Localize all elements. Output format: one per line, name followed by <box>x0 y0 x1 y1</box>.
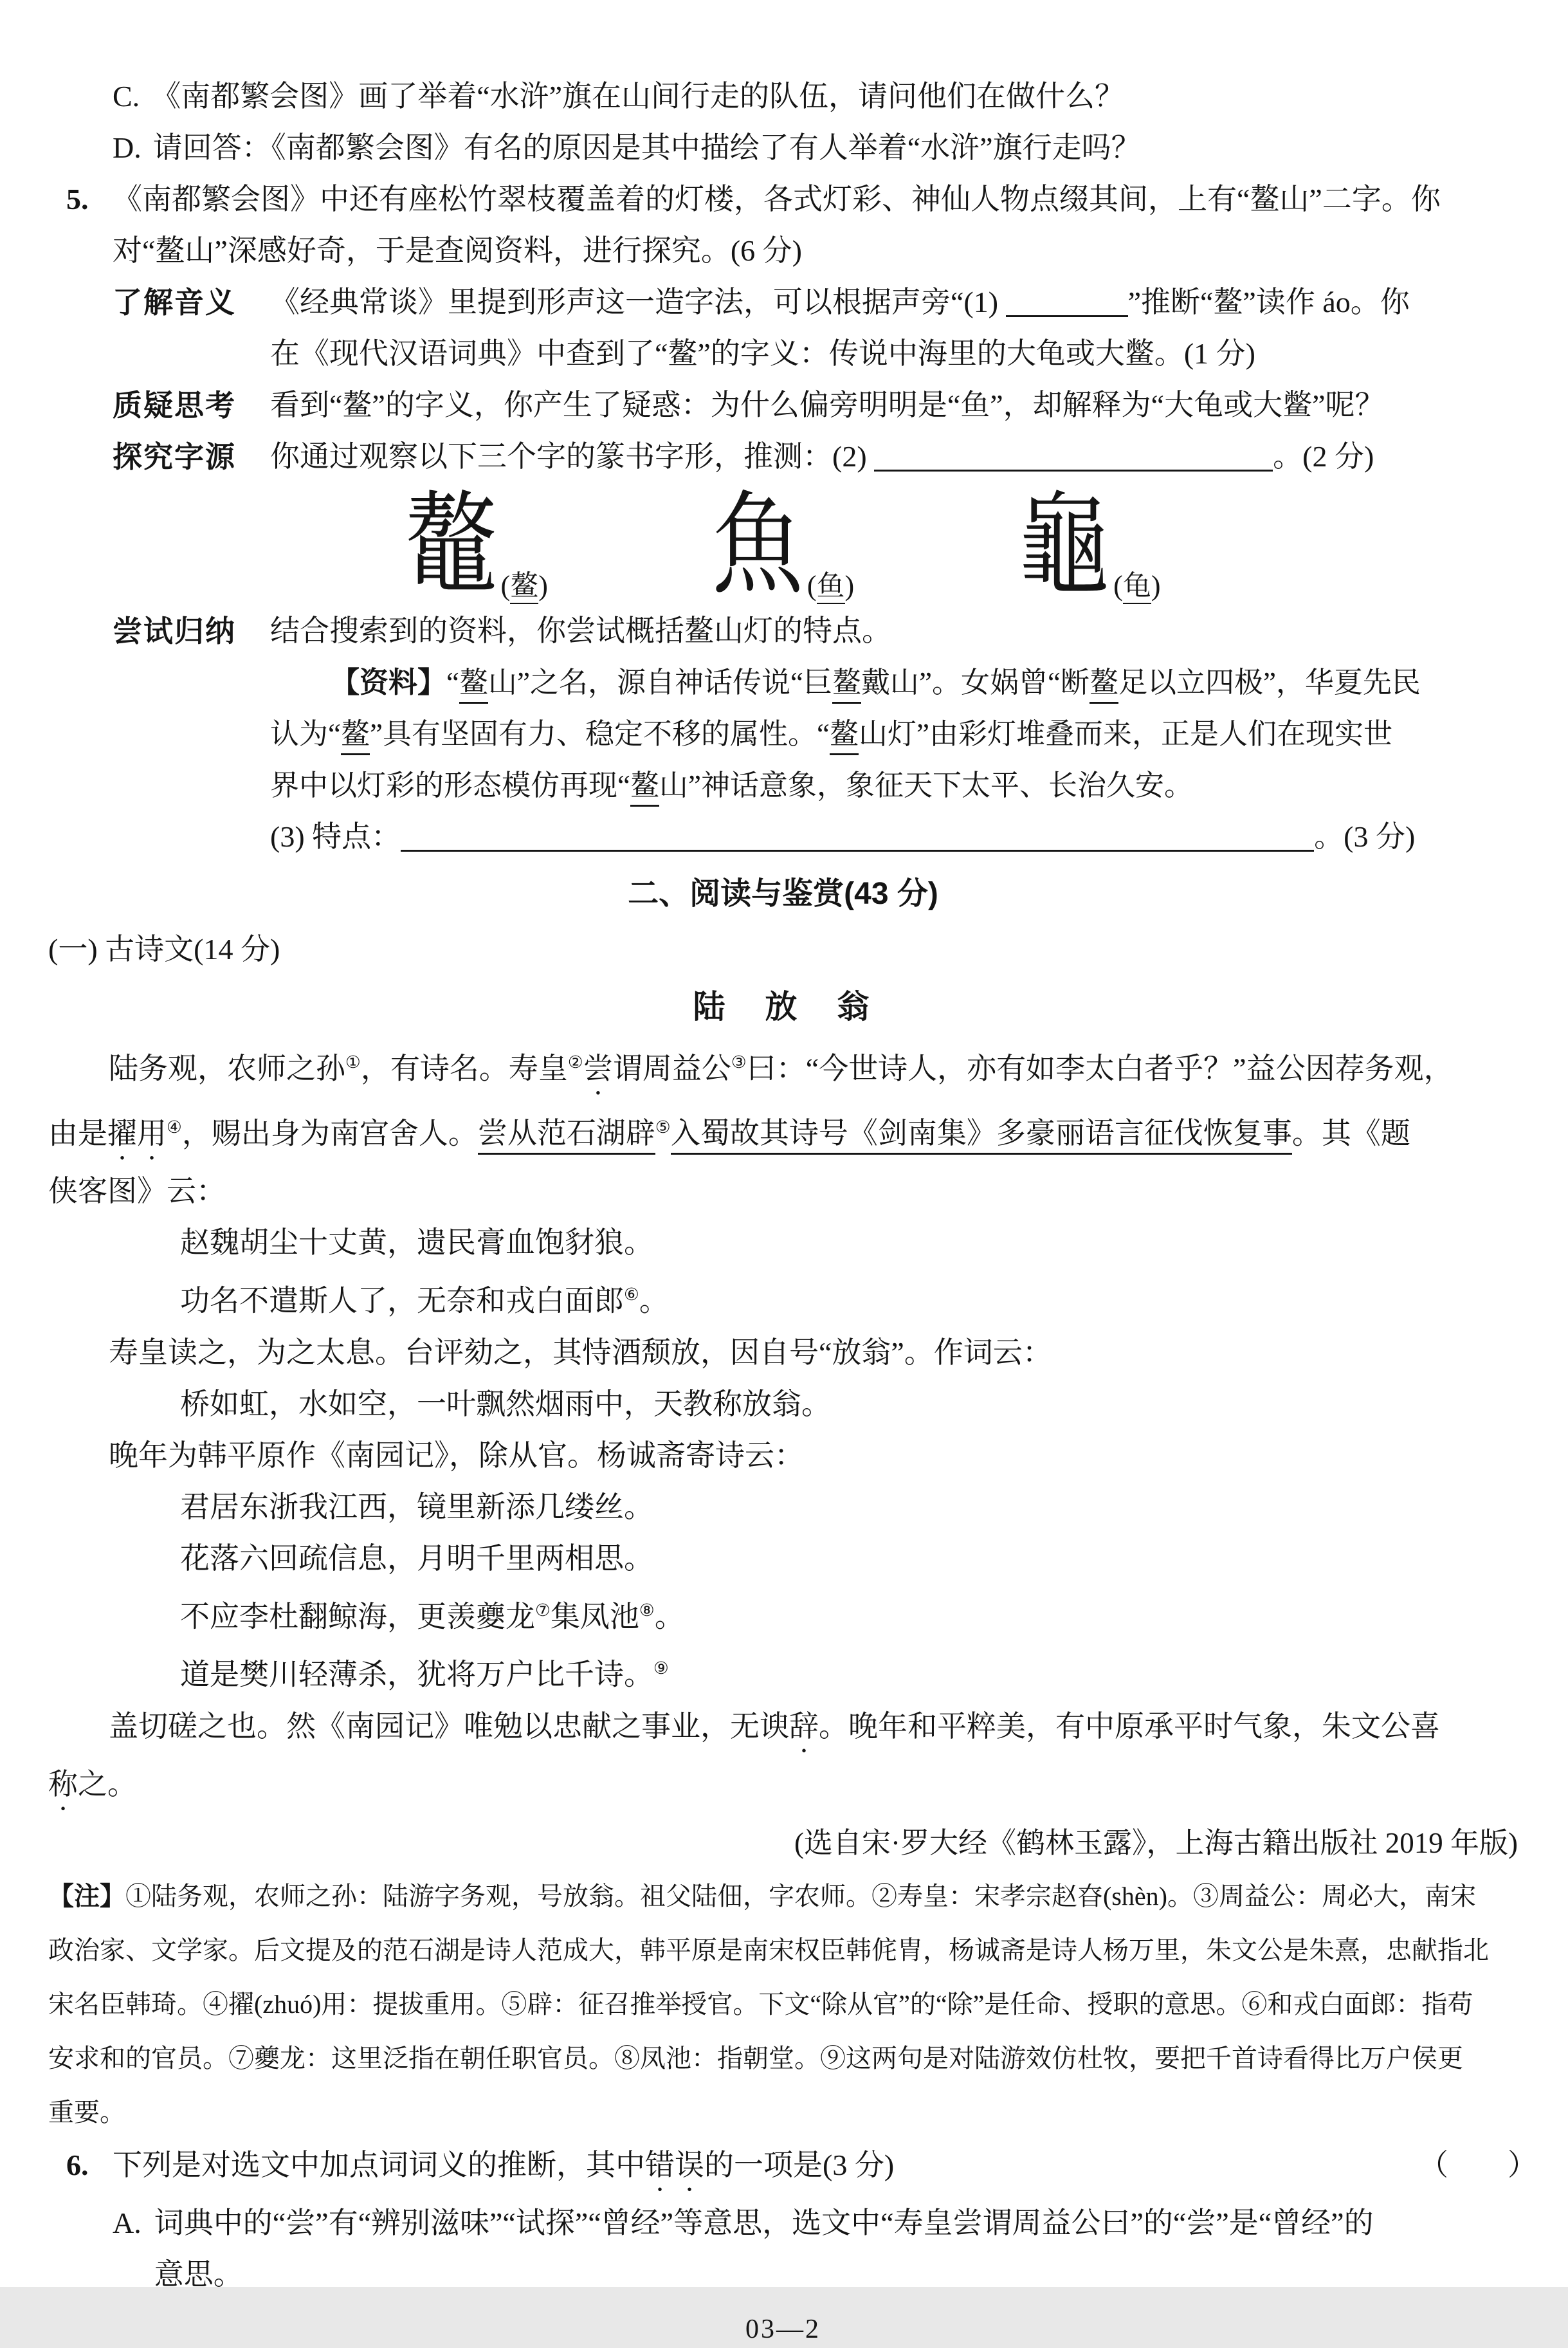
option-label: A. <box>113 2206 141 2239</box>
seal-item-gui <box>1018 484 1161 608</box>
text-line <box>48 1923 1518 1977</box>
answer-bracket: （ ） <box>1419 2148 1537 2181</box>
section-heading: 二、阅读与鉴赏(43 分) <box>628 877 938 911</box>
text-run: 足以立四极”，华夏先民 <box>1118 666 1421 699</box>
footnote-ref: ③ <box>731 1052 747 1072</box>
emphasized-word: 辞 <box>789 1709 819 1743</box>
text-run: 侠客图》云： <box>48 1175 226 1208</box>
option-a <box>113 2197 1518 2300</box>
text-line <box>180 1481 1518 1533</box>
task-row-zhiyi <box>113 380 1518 431</box>
text-run: 道是樊川轻薄杀，犹将万户比千诗。 <box>180 1658 653 1691</box>
answer-blank <box>401 845 1314 852</box>
option-text: 请回答：《南都繁会图》有名的原因是其中描绘了有人举着“水浒”旗行走吗？ <box>152 131 1141 164</box>
text-run: 在《现代汉语词典》中查到了“鳌”的字义：传说中海里的大龟或大鳖。(1 分) <box>270 337 1255 370</box>
text-line <box>180 1379 1518 1430</box>
task-content <box>270 277 1518 380</box>
text-run: 。(3 分) <box>1314 820 1416 853</box>
question-5-stem <box>113 174 1518 277</box>
underlined-text: 鳌 <box>832 666 861 704</box>
text-run: 寿皇读之，为之太息。台评劾之，其恃酒颓放，因自号“放翁”。作词云： <box>109 1335 1052 1369</box>
task-row-ziyuan <box>113 431 1518 482</box>
text-run: 。其《题 <box>1291 1117 1410 1150</box>
emphasized-word: 尝 <box>583 1052 613 1085</box>
text-run: 对“鳌山”深感好奇，于是查阅资料，进行探究。(6 分) <box>113 234 802 267</box>
question-6-text <box>113 2149 894 2181</box>
text-run: 谓周益公 <box>612 1052 731 1085</box>
subsection-heading: (一) 古诗文(14 分) <box>48 933 280 966</box>
footnote-ref: ② <box>567 1052 583 1072</box>
text-line <box>270 605 1518 657</box>
text-line <box>113 174 1518 225</box>
material-block <box>270 657 1518 811</box>
bold-text: 【资料】 <box>331 666 447 699</box>
underlined-text: 鳌 <box>510 570 538 604</box>
text-run: ) <box>538 569 548 601</box>
text-line <box>48 1036 1518 1101</box>
text-run: 《经典常谈》里提到形声这一造字法，可以根据声旁“(1) <box>270 286 1006 318</box>
text-line <box>48 2032 1518 2086</box>
text-line <box>180 1642 1518 1701</box>
task-row-guina <box>113 605 1518 657</box>
task-row-yinyi <box>113 277 1518 380</box>
underlined-text: 入蜀故其诗号《剑南集》多豪丽语言征伐恢复事 <box>671 1117 1292 1155</box>
task-label: 质疑思考 <box>113 389 236 422</box>
text-run: 宋名臣韩琦。④擢(zhuó)用：提拔重用。⑤辟：征召推举授官。下文“除从官”的“除”是任命、授职的意思。⑥和戎白面郎：指苟 <box>48 1989 1473 2019</box>
seal-caption-gui <box>1113 571 1160 601</box>
option-label: C. <box>113 80 140 113</box>
text-line <box>180 1217 1518 1269</box>
underlined-text: 龟 <box>1123 570 1151 604</box>
text-run: 花落六回疏信息，月明千里两相思。 <box>180 1541 653 1575</box>
text-line <box>48 1430 1518 1481</box>
text-run: 看到“鳌”的字义，你产生了疑惑：为什么偏旁明明是“鱼”，却解释为“大龟或大鳖”呢？ <box>270 389 1385 421</box>
footnotes <box>48 1869 1518 2140</box>
text-run: ( <box>807 569 817 601</box>
text-run: 集凤池 <box>550 1600 639 1633</box>
text-line <box>48 1166 1518 1217</box>
passage-body <box>48 1036 1518 1817</box>
option-label: D. <box>113 131 141 164</box>
text-run: 。(2 分) <box>1273 440 1374 473</box>
underlined-text: 鳌 <box>630 769 659 807</box>
underlined-text: 鳌 <box>341 718 370 755</box>
option-a-text <box>154 2197 1374 2300</box>
text-run: 晚年为韩平原作《南园记》，除从官。杨诚斋寄诗云： <box>109 1438 804 1472</box>
underlined-text: 鳌 <box>830 718 859 755</box>
text-line <box>270 380 1518 431</box>
answer-blank <box>874 465 1273 472</box>
text-run: 山灯”由彩灯堆叠而来，正是人们在现实世 <box>858 718 1392 750</box>
seal-glyph-gui: 龜 <box>1018 484 1110 608</box>
text-line <box>48 1759 1518 1817</box>
text-run: 赵魏胡尘十丈黄，遗民膏血饱豺狼。 <box>180 1226 653 1260</box>
task-content <box>270 380 1518 431</box>
text-run: 戴山”。女娲曾“断 <box>861 666 1089 699</box>
option-c <box>113 71 1518 122</box>
text-line <box>180 1533 1518 1584</box>
text-run: 你通过观察以下三个字的篆书字形，推测：(2) <box>270 440 875 473</box>
reading-section <box>48 867 1518 2140</box>
text-run: (3) 特点： <box>270 820 401 853</box>
text-run: ) <box>1151 569 1161 601</box>
text-run: “ <box>446 666 459 699</box>
text-line <box>113 225 1518 277</box>
passage-title: 陆 放 翁 <box>693 989 873 1025</box>
answer-blank <box>1006 311 1128 317</box>
text-line <box>270 277 1518 328</box>
top-options <box>48 71 1518 174</box>
text-run: 界中以灯彩的形态模仿再现“ <box>270 769 630 802</box>
task-content <box>270 605 1518 657</box>
text-line <box>270 431 1518 482</box>
underlined-text: 鱼 <box>817 570 845 604</box>
footnote-ref: ⑦ <box>535 1600 551 1620</box>
text-line <box>48 1869 1518 1923</box>
text-run: ( <box>500 569 511 601</box>
task-content <box>270 431 1518 482</box>
text-run: 认为“ <box>270 718 341 750</box>
question-number: 6. <box>66 2148 89 2181</box>
text-run: 之。 <box>78 1767 137 1801</box>
footnote-ref: ⑤ <box>655 1117 671 1137</box>
text-run: 曰：“今世诗人，亦有如李太白者乎？”益公因荐务观， <box>746 1052 1454 1085</box>
text-run: 盖切磋之也。然《南园记》唯勉以忠献之事业，无谀 <box>109 1709 789 1743</box>
text-run: 下列是对选文中加点词词义的推断，其中 <box>113 2148 645 2181</box>
seal-item-yu <box>711 484 855 608</box>
text-run: 不应李杜翻鲸海，更羡夔龙 <box>180 1600 535 1633</box>
seal-caption-ao <box>501 571 548 601</box>
text-run: 重要。 <box>48 2097 125 2127</box>
text-run: 。 <box>639 1284 669 1317</box>
text-run: ，有诗名。寿皇 <box>360 1052 568 1085</box>
text-run: 君居东浙我江西，镜里新添几缕丝。 <box>180 1490 653 1523</box>
task-label: 尝试归纳 <box>113 614 236 648</box>
text-run: 安求和的官员。⑦夔龙：这里泛指在朝任职官员。⑧凤池：指朝堂。⑨这两句是对陆游效仿杜牧，要把千首诗看得比万户侯更 <box>48 2043 1463 2073</box>
text-line <box>48 2086 1518 2140</box>
question-6-stem <box>113 2140 1537 2197</box>
question-number: 5. <box>66 183 89 216</box>
text-line <box>48 1977 1518 2032</box>
bold-text: 【注】 <box>48 1881 125 1911</box>
emphasized-word: 称 <box>48 1767 78 1801</box>
underlined-text: 鳌 <box>459 666 488 704</box>
text-run: 意思。 <box>154 2257 243 2291</box>
emphasized-word: 擢用 <box>107 1117 167 1150</box>
text-line <box>48 1101 1518 1166</box>
footnote-ref: ⑨ <box>653 1658 669 1678</box>
footnote-ref: ① <box>345 1052 361 1072</box>
text-line <box>180 1269 1518 1327</box>
text-run: 桥如虹，水如空，一叶飘然烟雨中，天教称放翁。 <box>180 1387 831 1420</box>
text-line <box>48 1327 1518 1379</box>
footnote-ref: ⑧ <box>639 1600 655 1620</box>
emphasized-word: 错误 <box>645 2148 704 2181</box>
option-text: 《南都繁会图》画了举着“水浒”旗在山间行走的队伍，请问他们在做什么？ <box>151 80 1125 113</box>
seal-item-ao <box>405 484 548 608</box>
text-run: ”具有坚固有力、稳定不移的属性。“ <box>370 718 830 750</box>
seal-caption-yu <box>807 571 854 601</box>
text-line <box>154 2197 1374 2249</box>
seal-glyph-yu: 魚 <box>711 484 803 608</box>
text-run: ①陆务观，农师之孙：陆游字务观，号放翁。祖父陆佃，字农师。②寿皇：宋孝宗赵昚(shèn)。③周益公：周必大，南宋 <box>125 1881 1476 1911</box>
underlined-text: 鳌 <box>1089 666 1118 704</box>
text-run: 功名不遣斯人了，无奈和戎白面郎 <box>180 1284 624 1317</box>
text-run: ) <box>844 569 855 601</box>
question-6 <box>48 2140 1537 2300</box>
seal-script-figure <box>48 484 1518 608</box>
text-run: 政治家、文学家。后文提及的范石湖是诗人范成大，韩平原是南宋权臣韩侂胄，杨诚斋是诗人杨万里，朱文公是朱熹，忠献指北 <box>48 1935 1489 1965</box>
passage-source: (选自宋·罗大经《鹤林玉露》，上海古籍出版社 2019 年版) <box>794 1826 1518 1859</box>
task-label: 了解音义 <box>113 286 236 319</box>
text-run: 结合搜索到的资料，你尝试概括鳌山灯的特点。 <box>270 614 891 647</box>
page-number: 03—2 <box>745 2314 821 2344</box>
text-run: ( <box>1113 569 1123 601</box>
text-run: 《南都繁会图》中还有座松竹翠枝覆盖着的灯楼，各式灯彩、神仙人物点缀其间，上有“鳌山”二字。你 <box>113 183 1441 216</box>
text-run: 。晚年和平粹美，有中原承平时气象，朱文公喜 <box>819 1709 1440 1743</box>
question-5 <box>48 174 1518 277</box>
text-run: 。 <box>654 1600 684 1633</box>
text-run: ”推断“鳌”读作 áo。你 <box>1127 286 1410 318</box>
text-line <box>270 657 1518 708</box>
text-line <box>48 1701 1518 1759</box>
underlined-text: 尝从范石湖辟 <box>478 1117 655 1155</box>
text-run: 的一项是(3 分) <box>704 2148 895 2181</box>
text-run: 由是 <box>48 1117 107 1150</box>
text-run: 山”之名，源自神话传说“巨 <box>488 666 832 699</box>
text-line <box>270 328 1518 380</box>
footnote-ref: ④ <box>167 1117 182 1137</box>
text-line <box>154 2249 1374 2300</box>
text-line <box>180 1584 1518 1643</box>
text-run: 词典中的“尝”有“辨别滋味”“试探”“曾经”等意思，选文中“寿皇尝谓周益公曰”的“尝”是“曾经”的 <box>154 2206 1374 2239</box>
answer-line-3 <box>270 811 1518 863</box>
text-line <box>270 760 1518 811</box>
text-run: 陆务观，农师之孙 <box>109 1052 345 1085</box>
text-line <box>270 708 1518 760</box>
seal-glyph-ao: 鼇 <box>405 484 497 608</box>
text-run: ，赐出身为南宫舍人。 <box>181 1117 478 1150</box>
text-run: 山”神话意象，象征天下太平、长治久安。 <box>659 769 1193 802</box>
task-label: 探究字源 <box>113 440 236 473</box>
footnote-ref: ⑥ <box>624 1285 639 1305</box>
option-d <box>113 122 1518 174</box>
